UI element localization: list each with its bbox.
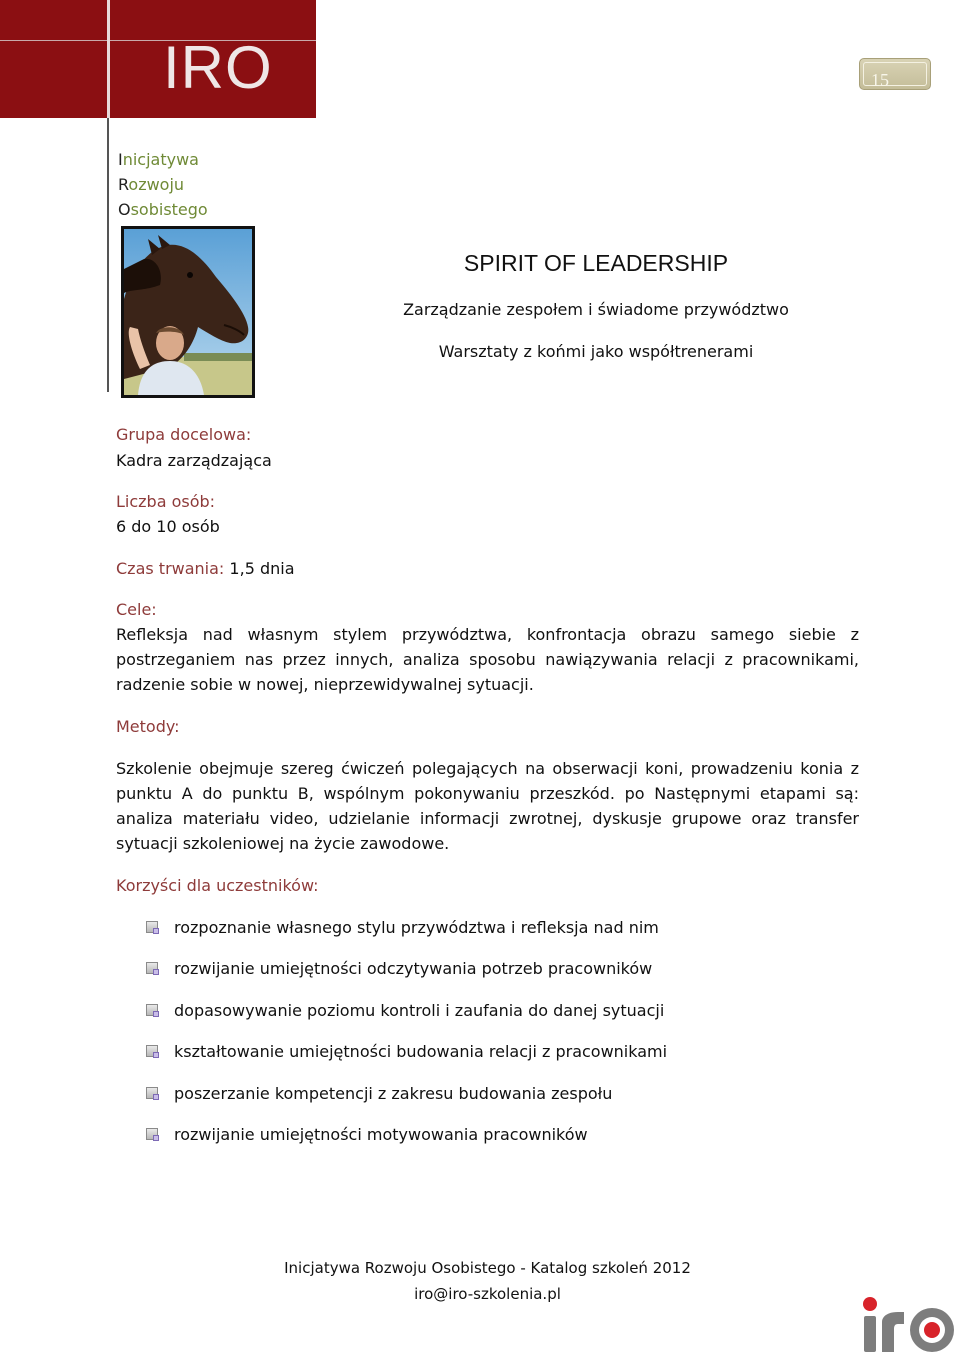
bullet-icon <box>146 962 158 974</box>
horse-photo <box>121 226 255 398</box>
methods-text: Szkolenie obejmuje szereg ćwiczeń polegających na obserwacji koni, prowadzeniu konia z punktu A do punktu B, wspólnym pokonywaniu przeszkód. po Następnymi etapami są: analiza materiału video, udzielanie informacji zwrotnej, dyskusje grupowe oraz transfer sytuacji szkoleniowej na życie zawodowe. <box>116 759 859 853</box>
goals-text: Refleksja nad własnym stylem przywództwa, konfrontacja obrazu samego siebie z postrzeganiem nas przez innych, analiza sposobu nawiązywania relacji z pracownikami, radzenie sobie w nowej, nieprzewidywalnej sytuacji. <box>116 625 859 694</box>
participants-label: Liczba osób: <box>116 492 216 511</box>
list-item: rozwijanie umiejętności odczytywania potrzeb pracowników <box>146 957 652 979</box>
course-tagline: Warsztaty z końmi jako współtrenerami <box>438 342 754 361</box>
duration-row <box>116 559 295 578</box>
brand-line-1: Inicjatywa <box>118 150 199 169</box>
duration-label: Czas trwania: <box>116 559 225 578</box>
page-number-badge <box>859 58 931 90</box>
bullet-icon <box>146 1087 158 1099</box>
course-title: SPIRIT OF LEADERSHIP <box>463 250 729 276</box>
target-group-value: Kadra zarządzająca <box>116 451 272 470</box>
benefits-label: Korzyści dla uczestników: <box>116 876 319 895</box>
duration-value: 1,5 dnia <box>229 559 295 578</box>
list-item: poszerzanie kompetencji z zakresu budowania zespołu <box>146 1082 612 1104</box>
brand-line-2: Rozwoju <box>118 175 185 194</box>
bullet-icon <box>146 1045 158 1057</box>
vertical-rule <box>107 118 109 392</box>
list-item: rozwijanie umiejętności motywowania pracowników <box>146 1123 588 1145</box>
bullet-icon <box>146 921 158 933</box>
bullet-icon <box>146 1004 158 1016</box>
footer-email[interactable]: iro@iro-szkolenia.pl <box>414 1285 561 1303</box>
list-item: kształtowanie umiejętności budowania relacji z pracownikami <box>146 1040 667 1062</box>
header-divider-v <box>107 0 110 118</box>
iro-logo-icon <box>858 1292 960 1354</box>
footer-catalog-line: Inicjatywa Rozwoju Osobistego - Katalog szkoleń 2012 <box>284 1259 691 1277</box>
bullet-icon <box>146 1128 158 1140</box>
list-item: rozpoznanie własnego stylu przywództwa i refleksja nad nim <box>146 916 659 938</box>
goals-label: Cele: <box>116 600 157 619</box>
course-subtitle: Zarządzanie zespołem i świadome przywództwo <box>403 300 789 319</box>
header-corner-block <box>0 0 107 118</box>
methods-label: Metody: <box>116 717 180 736</box>
list-item: dopasowywanie poziomu kontroli i zaufania do danej sytuacji <box>146 999 664 1021</box>
page-number: 15 <box>871 70 889 90</box>
target-group-label: Grupa docelowa: <box>116 425 252 444</box>
brand-line-3: Osobistego <box>118 200 208 219</box>
header-logo: IRO <box>163 34 273 101</box>
participants-value: 6 do 10 osób <box>116 517 220 536</box>
